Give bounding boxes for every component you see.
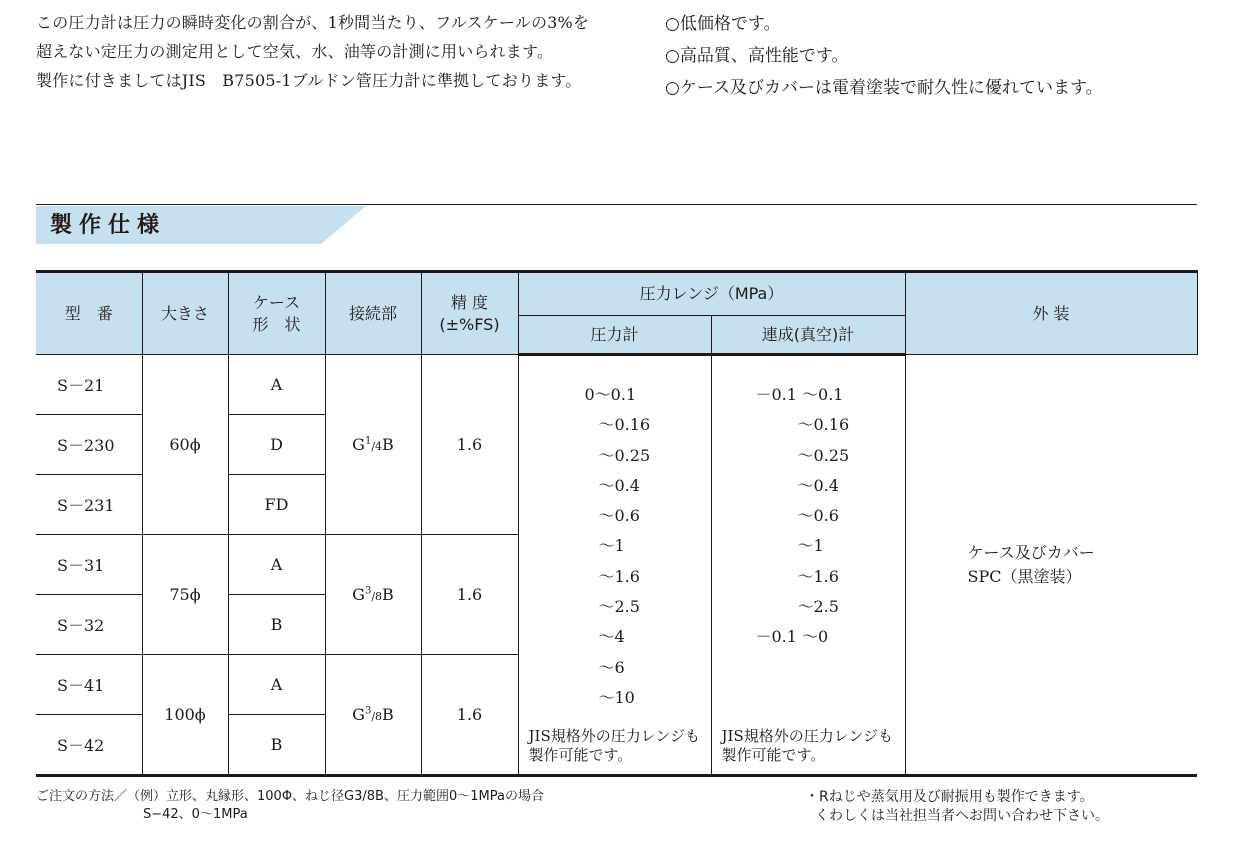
- shape-cell: B: [228, 715, 325, 776]
- pressure-range-value: ～0.6: [598, 506, 640, 526]
- intro-text: [36, 8, 596, 95]
- pressure-range-value: ～4: [598, 627, 625, 647]
- model-cell: S－31: [36, 535, 142, 595]
- accuracy-cell: 1.6: [421, 655, 518, 776]
- accuracy-cell: 1.6: [421, 535, 518, 655]
- connection-denominator: /8: [371, 590, 383, 603]
- exterior-cell: [905, 355, 1197, 776]
- pressure-range-note: [529, 727, 700, 765]
- pressure-range-value: ～0.16: [598, 415, 651, 435]
- order-note-line2: S−42、0～1MPa: [143, 807, 248, 822]
- model-cell: S－230: [36, 415, 142, 475]
- connection-main: G: [352, 585, 365, 604]
- pressure-range-value: ～1: [598, 536, 625, 556]
- compound-range-value: ～1.6: [797, 566, 839, 586]
- connection-cell: [325, 535, 421, 655]
- pressure-range-value: ～0.4: [598, 475, 640, 495]
- section-title: 製作仕様: [50, 213, 167, 238]
- header-size: 大きさ: [142, 272, 228, 355]
- header-connection: 接続部: [325, 272, 421, 355]
- feature-item: ○高品質、高性能です。: [665, 46, 849, 66]
- pressure-range-value: ～2.5: [598, 597, 640, 617]
- connection-cell: [325, 355, 421, 535]
- pressure-range-value: ～6: [598, 657, 625, 677]
- feature-item: ○ケース及びカバーは電着塗装で耐久性に優れています。: [665, 78, 1103, 98]
- exterior-line2: SPC（黒塗装）: [967, 566, 1082, 586]
- connection-numerator: 1: [364, 435, 372, 447]
- size-cell: 75ϕ: [142, 535, 228, 655]
- header-case-shape: [228, 272, 325, 355]
- model-cell: S－21: [36, 355, 142, 415]
- compound-range-value: ～1: [797, 536, 824, 556]
- pressure-range-value: ～10: [598, 687, 635, 707]
- range-note-line1: JIS規格外の圧力レンジも: [528, 727, 700, 745]
- header-accuracy-line1: 精 度: [450, 292, 489, 312]
- connection-end: B: [382, 705, 394, 724]
- header-case-shape-line2: 形 状: [252, 314, 301, 334]
- pressure-range-value: ～1.6: [598, 566, 640, 586]
- connection-main: G: [352, 705, 365, 724]
- shape-cell: A: [228, 655, 325, 715]
- compound-range-value: ～0.16: [797, 415, 850, 435]
- extra-note: [805, 788, 1109, 826]
- header-accuracy-line2: (±%FS): [439, 314, 500, 334]
- connection-end: B: [382, 585, 394, 604]
- header-compound-gauge: 連成(真空)計: [711, 316, 905, 355]
- compound-range-value: ～2.5: [797, 597, 839, 617]
- compound-range-value: －0.1 ～0: [755, 627, 829, 647]
- intro-paragraph-1: この圧力計は圧力の瞬時変化の割合が、1秒間当たり、フルスケールの3%を超えない定圧力の測定用として空気、水、油等の計測に用いられます。: [36, 13, 590, 61]
- compound-range-note: [722, 727, 893, 765]
- connection-numerator: 3: [364, 585, 372, 597]
- pressure-range-value: 0～0.1: [584, 385, 637, 404]
- range-note-line2: 製作可能です。: [721, 746, 826, 764]
- extra-note-line1: ・Rねじや蒸気用及び耐振用も製作できます。: [805, 789, 1094, 805]
- shape-cell: FD: [228, 475, 325, 535]
- model-cell: S－42: [36, 715, 142, 776]
- table-row: [36, 355, 1197, 415]
- shape-cell: B: [228, 595, 325, 655]
- size-cell: 100ϕ: [142, 655, 228, 776]
- section-rule: [36, 204, 1197, 205]
- feature-item: ○低価格です。: [665, 14, 781, 34]
- compound-range-value: ～0.25: [797, 445, 850, 465]
- connection-end: B: [382, 435, 394, 454]
- compound-range-value: ～0.4: [797, 475, 839, 495]
- model-cell: S－41: [36, 655, 142, 715]
- header-accuracy: [421, 272, 518, 355]
- header-model: 型 番: [36, 272, 142, 355]
- order-note-line1: ご注文の方法／（例）立形、丸縁形、100Φ、ねじ径G3/8B、圧力範囲0～1MPaの場合: [36, 789, 544, 804]
- connection-denominator: /8: [371, 710, 383, 723]
- compound-range-cell: [711, 355, 905, 776]
- header-exterior: 外 装: [905, 272, 1197, 355]
- header-row: [36, 272, 1197, 316]
- intro-paragraph-2: 製作に付きましてはJIS B7505-1ブルドン管圧力計に準拠しております。: [36, 71, 582, 90]
- pressure-range-value: ～0.25: [598, 445, 651, 465]
- exterior-line1: ケース及びカバー: [967, 542, 1095, 562]
- compound-range-value: －0.1 ～0.1: [755, 385, 844, 404]
- extra-note-line2: くわしくは当社担当者へお問い合わせ下さい。: [815, 808, 1109, 824]
- pressure-range-list: [519, 380, 711, 713]
- header-case-shape-line1: ケース: [252, 292, 301, 312]
- compound-range-value: ～0.6: [797, 506, 839, 526]
- spec-table: [36, 270, 1198, 777]
- header-pressure-range: 圧力レンジ（MPa）: [518, 272, 905, 316]
- accuracy-cell: 1.6: [421, 355, 518, 535]
- shape-cell: D: [228, 415, 325, 475]
- size-cell: 60ϕ: [142, 355, 228, 535]
- pressure-range-cell: [518, 355, 711, 776]
- shape-cell: A: [228, 355, 325, 415]
- model-cell: S－32: [36, 595, 142, 655]
- feature-list: [665, 8, 1103, 104]
- connection-denominator: /4: [371, 440, 383, 453]
- connection-numerator: 3: [364, 705, 372, 717]
- order-note: [36, 788, 544, 824]
- range-note-line1: JIS規格外の圧力レンジも: [721, 727, 893, 745]
- compound-range-list: [712, 380, 905, 653]
- model-cell: S－231: [36, 475, 142, 535]
- connection-main: G: [352, 435, 365, 454]
- shape-cell: A: [228, 535, 325, 595]
- connection-cell: [325, 655, 421, 776]
- range-note-line2: 製作可能です。: [528, 746, 633, 764]
- header-pressure-gauge: 圧力計: [518, 316, 711, 355]
